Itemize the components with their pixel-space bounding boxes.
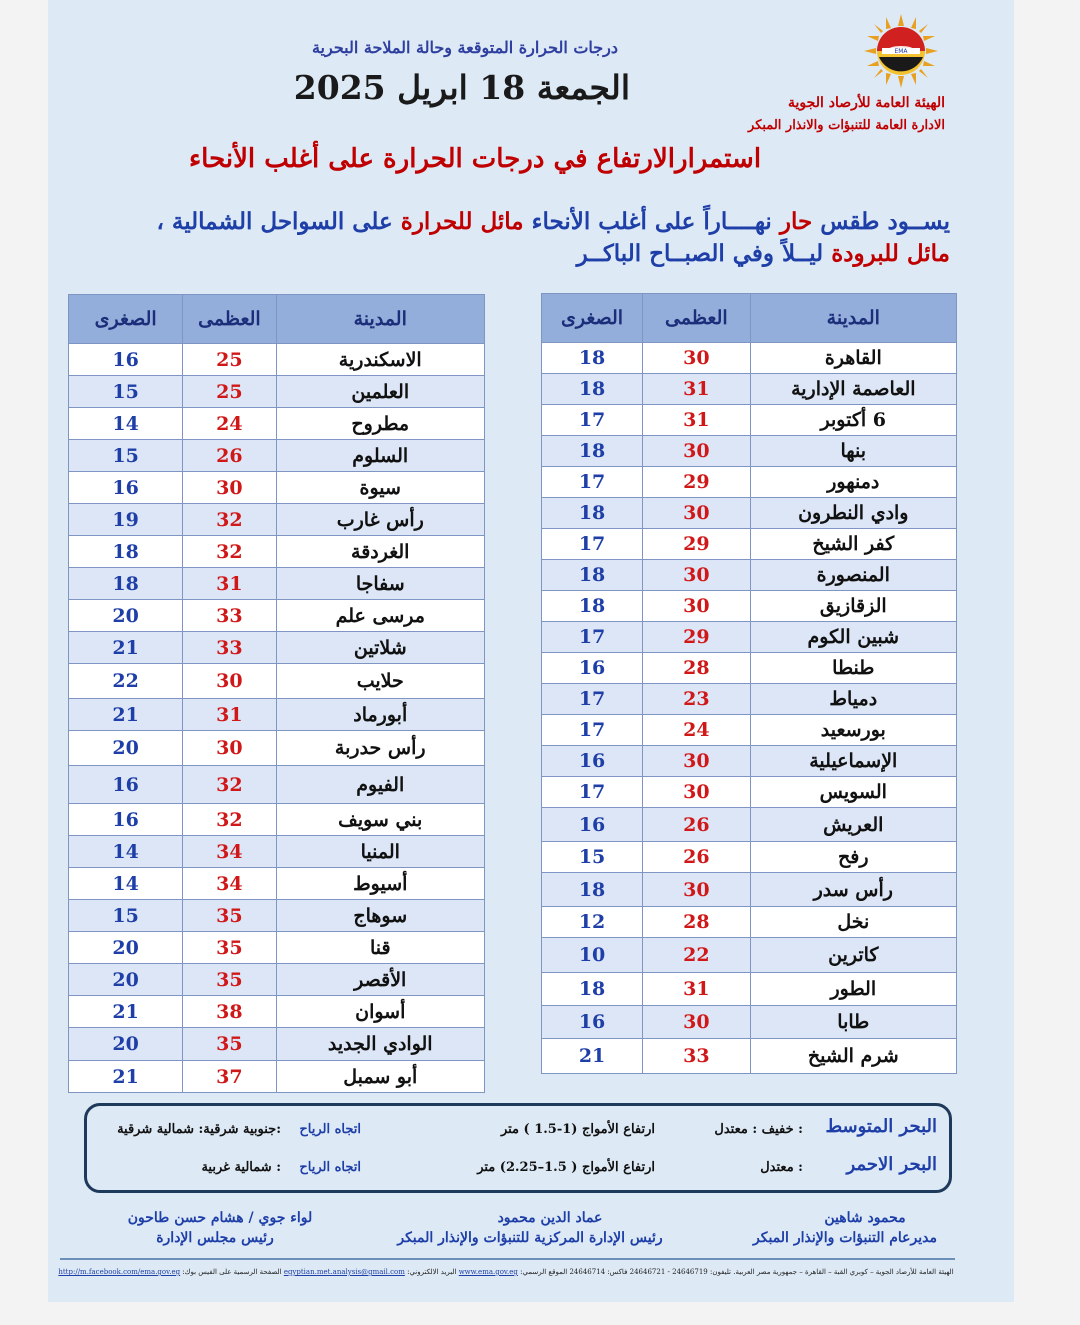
footer-text: الهيئة العامة للأرصاد الجوية – كوبري القبة – القاهرة – جمهورية مصر العربية. تليفون: 24646719 - 24646721 فاكس: 24646714 الموقع الرسمي: bbox=[520, 1268, 954, 1276]
max-temp-cell: 30 bbox=[643, 343, 750, 374]
min-temp-cell: 12 bbox=[542, 907, 643, 938]
min-temp-cell: 15 bbox=[542, 842, 643, 873]
min-temp-cell: 22 bbox=[69, 664, 183, 699]
min-temp-cell: 16 bbox=[542, 1006, 643, 1039]
table-row bbox=[542, 808, 957, 842]
max-temp-cell: 35 bbox=[183, 964, 276, 996]
max-temp-cell: 28 bbox=[643, 653, 750, 684]
city-cell: القاهرة bbox=[750, 343, 956, 374]
min-temp-cell: 14 bbox=[69, 408, 183, 440]
min-temp-cell: 21 bbox=[69, 996, 183, 1028]
min-temp-cell: 17 bbox=[542, 405, 643, 436]
city-cell: شرم الشيخ bbox=[750, 1039, 956, 1074]
min-temp-cell: 21 bbox=[69, 699, 183, 731]
min-temp-cell: 14 bbox=[69, 868, 183, 900]
desc-hot: حار bbox=[779, 208, 813, 235]
city-cell: العريش bbox=[750, 808, 956, 842]
table-row bbox=[542, 653, 957, 684]
max-temp-cell: 32 bbox=[183, 766, 276, 804]
max-temp-cell: 25 bbox=[183, 376, 276, 408]
min-temp-cell: 16 bbox=[69, 766, 183, 804]
city-cell: سفاجا bbox=[276, 568, 485, 600]
min-temp-cell: 21 bbox=[69, 632, 183, 664]
city-cell: وادي النطرون bbox=[750, 498, 956, 529]
max-temp-cell: 31 bbox=[643, 374, 750, 405]
table-row bbox=[542, 1039, 957, 1074]
signature-title: رئيس مجلس الإدارة bbox=[156, 1230, 274, 1246]
max-temp-cell: 25 bbox=[183, 344, 276, 376]
table-row bbox=[69, 440, 485, 472]
temperature-table-right bbox=[541, 293, 957, 1074]
max-temp-cell: 33 bbox=[183, 600, 276, 632]
red-wind-direction: : شمالية غربية bbox=[201, 1160, 281, 1175]
max-temp-cell: 32 bbox=[183, 804, 276, 836]
min-temp-cell: 17 bbox=[542, 684, 643, 715]
min-temp-cell: 18 bbox=[542, 560, 643, 591]
table-row bbox=[69, 344, 485, 376]
min-temp-cell: 17 bbox=[542, 622, 643, 653]
min-temp-cell: 20 bbox=[69, 600, 183, 632]
med-sea-label: البحر المتوسط bbox=[825, 1116, 937, 1137]
table-row bbox=[69, 472, 485, 504]
table-row bbox=[69, 731, 485, 766]
city-cell: المنصورة bbox=[750, 560, 956, 591]
col-max: العظمى bbox=[643, 294, 750, 343]
table-row bbox=[69, 900, 485, 932]
max-temp-cell: 31 bbox=[643, 405, 750, 436]
min-temp-cell: 18 bbox=[542, 591, 643, 622]
max-temp-cell: 31 bbox=[183, 699, 276, 731]
city-cell: المنيا bbox=[276, 836, 485, 868]
desc-part: يســود طقس bbox=[812, 208, 950, 235]
min-temp-cell: 18 bbox=[542, 873, 643, 907]
med-sea-state: : خفيف : معتدل bbox=[714, 1122, 803, 1137]
table-row bbox=[542, 684, 957, 715]
max-temp-cell: 30 bbox=[643, 1006, 750, 1039]
city-cell: أسوان bbox=[276, 996, 485, 1028]
table-row bbox=[542, 715, 957, 746]
min-temp-cell: 16 bbox=[542, 653, 643, 684]
city-cell: السلوم bbox=[276, 440, 485, 472]
city-cell: الطور bbox=[750, 973, 956, 1006]
city-cell: السويس bbox=[750, 777, 956, 808]
city-cell: أبورماد bbox=[276, 699, 485, 731]
min-temp-cell: 14 bbox=[69, 836, 183, 868]
table-row bbox=[69, 504, 485, 536]
city-cell: قنا bbox=[276, 932, 485, 964]
signature-name: محمود شاهين bbox=[824, 1210, 906, 1226]
table-row bbox=[542, 591, 957, 622]
org-department: الادارة العامة للتنبؤات والانذار المبكر bbox=[748, 118, 945, 133]
max-temp-cell: 38 bbox=[183, 996, 276, 1028]
table-row bbox=[542, 529, 957, 560]
city-cell: سوهاج bbox=[276, 900, 485, 932]
city-cell: دمنهور bbox=[750, 467, 956, 498]
table-row bbox=[542, 622, 957, 653]
table-row bbox=[69, 996, 485, 1028]
table-row bbox=[542, 343, 957, 374]
max-temp-cell: 35 bbox=[183, 1028, 276, 1061]
table-row bbox=[542, 436, 957, 467]
desc-part: على السواحل الشمالية ، bbox=[156, 208, 401, 235]
max-temp-cell: 31 bbox=[183, 568, 276, 600]
max-temp-cell: 34 bbox=[183, 868, 276, 900]
city-cell: طنطا bbox=[750, 653, 956, 684]
temperature-table-left bbox=[68, 294, 485, 1093]
city-cell: دمياط bbox=[750, 684, 956, 715]
city-cell: سيوة bbox=[276, 472, 485, 504]
facebook-link[interactable]: http://m.facebook.com/ema.gov.eg bbox=[58, 1268, 181, 1276]
table-row bbox=[542, 973, 957, 1006]
red-sea-label: البحر الاحمر bbox=[846, 1154, 937, 1175]
max-temp-cell: 29 bbox=[643, 622, 750, 653]
site-link[interactable]: www.ema.gov.eg bbox=[458, 1268, 518, 1276]
city-cell: كاترين bbox=[750, 938, 956, 973]
max-temp-cell: 30 bbox=[183, 664, 276, 699]
city-cell: كفر الشيخ bbox=[750, 529, 956, 560]
table-row bbox=[69, 376, 485, 408]
footer-contact bbox=[56, 1268, 956, 1276]
city-cell: بني سويف bbox=[276, 804, 485, 836]
signature-title: مديرعام التنبؤات والإنذار المبكر bbox=[753, 1230, 937, 1246]
desc-cool: مائل للبرودة bbox=[831, 240, 950, 267]
sea-state-box bbox=[84, 1103, 952, 1193]
city-cell: الإسماعيلية bbox=[750, 746, 956, 777]
min-temp-cell: 18 bbox=[542, 498, 643, 529]
table-row bbox=[69, 1028, 485, 1061]
min-temp-cell: 18 bbox=[542, 343, 643, 374]
max-temp-cell: 24 bbox=[183, 408, 276, 440]
col-min: الصغرى bbox=[542, 294, 643, 343]
table-row bbox=[542, 405, 957, 436]
min-temp-cell: 17 bbox=[542, 777, 643, 808]
city-cell: الزقازيق bbox=[750, 591, 956, 622]
min-temp-cell: 15 bbox=[69, 440, 183, 472]
table-row bbox=[542, 907, 957, 938]
table-row bbox=[542, 467, 957, 498]
min-temp-cell: 20 bbox=[69, 731, 183, 766]
max-temp-cell: 32 bbox=[183, 504, 276, 536]
table-row bbox=[542, 938, 957, 973]
table-row bbox=[69, 932, 485, 964]
max-temp-cell: 30 bbox=[643, 746, 750, 777]
min-temp-cell: 15 bbox=[69, 376, 183, 408]
max-temp-cell: 30 bbox=[643, 560, 750, 591]
max-temp-cell: 37 bbox=[183, 1061, 276, 1093]
min-temp-cell: 16 bbox=[69, 472, 183, 504]
city-cell: مطروح bbox=[276, 408, 485, 440]
table-row bbox=[542, 560, 957, 591]
max-temp-cell: 26 bbox=[183, 440, 276, 472]
org-name: الهيئة العامة للأرصاد الجوية bbox=[788, 95, 945, 111]
red-wind-label: اتجاه الرياح bbox=[299, 1160, 361, 1175]
city-cell: مرسى علم bbox=[276, 600, 485, 632]
city-cell: العلمين bbox=[276, 376, 485, 408]
min-temp-cell: 10 bbox=[542, 938, 643, 973]
min-temp-cell: 16 bbox=[542, 746, 643, 777]
min-temp-cell: 18 bbox=[542, 973, 643, 1006]
table-row bbox=[69, 836, 485, 868]
min-temp-cell: 21 bbox=[69, 1061, 183, 1093]
svg-text:EMA: EMA bbox=[894, 48, 908, 55]
table-row bbox=[69, 699, 485, 731]
weather-description bbox=[110, 206, 950, 270]
city-cell: الفيوم bbox=[276, 766, 485, 804]
city-cell: الوادي الجديد bbox=[276, 1028, 485, 1061]
table-row bbox=[542, 374, 957, 405]
min-temp-cell: 18 bbox=[69, 568, 183, 600]
city-cell: بنها bbox=[750, 436, 956, 467]
max-temp-cell: 33 bbox=[183, 632, 276, 664]
med-sea-waves: ارتفاع الأمواج (1-1.5 ) متر bbox=[500, 1122, 655, 1137]
min-temp-cell: 19 bbox=[69, 504, 183, 536]
max-temp-cell: 30 bbox=[643, 591, 750, 622]
table-row bbox=[69, 804, 485, 836]
city-cell: حلايب bbox=[276, 664, 485, 699]
table-row bbox=[69, 408, 485, 440]
min-temp-cell: 21 bbox=[542, 1039, 643, 1074]
max-temp-cell: 30 bbox=[643, 498, 750, 529]
max-temp-cell: 31 bbox=[643, 973, 750, 1006]
table-row bbox=[69, 568, 485, 600]
email-link[interactable]: egyptian.met.analysis@gmail.com bbox=[283, 1268, 405, 1276]
max-temp-cell: 26 bbox=[643, 808, 750, 842]
max-temp-cell: 32 bbox=[183, 536, 276, 568]
min-temp-cell: 17 bbox=[542, 467, 643, 498]
max-temp-cell: 24 bbox=[643, 715, 750, 746]
min-temp-cell: 15 bbox=[69, 900, 183, 932]
min-temp-cell: 16 bbox=[69, 344, 183, 376]
min-temp-cell: 16 bbox=[69, 804, 183, 836]
bulletin-date: الجمعة 18 ابريل 2025 bbox=[293, 68, 630, 107]
footer-text: البريد الالكتروني: bbox=[404, 1268, 459, 1276]
city-cell: شلاتين bbox=[276, 632, 485, 664]
table-row bbox=[542, 873, 957, 907]
desc-part: نهــــاراً على أغلب الأنحاء bbox=[523, 208, 780, 235]
signature-name: لواء جوي / هشام حسن طاحون bbox=[127, 1210, 313, 1226]
med-wind-direction: :جنوبية شرقية: شمالية شرقية bbox=[117, 1122, 281, 1137]
table-row bbox=[69, 632, 485, 664]
min-temp-cell: 17 bbox=[542, 715, 643, 746]
min-temp-cell: 18 bbox=[542, 374, 643, 405]
min-temp-cell: 17 bbox=[542, 529, 643, 560]
city-cell: الغردقة bbox=[276, 536, 485, 568]
max-temp-cell: 30 bbox=[643, 873, 750, 907]
city-cell: العاصمة الإدارية bbox=[750, 374, 956, 405]
max-temp-cell: 29 bbox=[643, 467, 750, 498]
min-temp-cell: 16 bbox=[542, 808, 643, 842]
max-temp-cell: 35 bbox=[183, 932, 276, 964]
city-cell: الاسكندرية bbox=[276, 344, 485, 376]
table-row bbox=[69, 600, 485, 632]
desc-warm: مائل للحرارة bbox=[400, 208, 524, 235]
max-temp-cell: 26 bbox=[643, 842, 750, 873]
max-temp-cell: 23 bbox=[643, 684, 750, 715]
max-temp-cell: 33 bbox=[643, 1039, 750, 1074]
max-temp-cell: 30 bbox=[643, 436, 750, 467]
signature-title: رئيس الإدارة المركزية للتنبؤات والإنذار المبكر bbox=[397, 1230, 663, 1246]
max-temp-cell: 30 bbox=[183, 472, 276, 504]
table-row bbox=[542, 777, 957, 808]
city-cell: شبين الكوم bbox=[750, 622, 956, 653]
table-row bbox=[69, 964, 485, 996]
med-wind-label: اتجاه الرياح bbox=[299, 1122, 361, 1137]
red-sea-state: : معتدل bbox=[760, 1160, 803, 1175]
min-temp-cell: 20 bbox=[69, 1028, 183, 1061]
col-city: المدينة bbox=[276, 295, 485, 344]
table-row bbox=[69, 664, 485, 699]
table-row bbox=[69, 536, 485, 568]
bulletin-subtitle: درجات الحرارة المتوقعة وحالة الملاحة البحرية bbox=[311, 38, 619, 57]
city-cell: رأس حدربة bbox=[276, 731, 485, 766]
city-cell: أسيوط bbox=[276, 868, 485, 900]
max-temp-cell: 22 bbox=[643, 938, 750, 973]
ema-logo-icon bbox=[862, 12, 940, 90]
table-row bbox=[542, 842, 957, 873]
max-temp-cell: 35 bbox=[183, 900, 276, 932]
city-cell: رأس سدر bbox=[750, 873, 956, 907]
table-row bbox=[542, 498, 957, 529]
city-cell: نخل bbox=[750, 907, 956, 938]
footer-divider bbox=[60, 1258, 955, 1260]
min-temp-cell: 20 bbox=[69, 932, 183, 964]
city-cell: أبو سمبل bbox=[276, 1061, 485, 1093]
table-row bbox=[69, 1061, 485, 1093]
red-sea-waves: ارتفاع الأمواج ( 1.5–2.25) متر bbox=[477, 1160, 655, 1175]
max-temp-cell: 30 bbox=[183, 731, 276, 766]
city-cell: بورسعيد bbox=[750, 715, 956, 746]
min-temp-cell: 18 bbox=[542, 436, 643, 467]
col-city: المدينة bbox=[750, 294, 956, 343]
desc-part: ليــلاً وفي الصبــاح الباكــر bbox=[576, 240, 832, 267]
table-row bbox=[542, 746, 957, 777]
max-temp-cell: 29 bbox=[643, 529, 750, 560]
table-row bbox=[542, 1006, 957, 1039]
max-temp-cell: 30 bbox=[643, 777, 750, 808]
footer-text: الصفحة الرسمية على الفيس بوك: bbox=[180, 1268, 284, 1276]
col-max: العظمى bbox=[183, 295, 276, 344]
city-cell: طابا bbox=[750, 1006, 956, 1039]
city-cell: الأقصر bbox=[276, 964, 485, 996]
table-row bbox=[69, 868, 485, 900]
min-temp-cell: 18 bbox=[69, 536, 183, 568]
table-row bbox=[69, 766, 485, 804]
signature-name: عماد الدين محمود bbox=[497, 1210, 603, 1226]
city-cell: رفح bbox=[750, 842, 956, 873]
col-min: الصغرى bbox=[69, 295, 183, 344]
max-temp-cell: 28 bbox=[643, 907, 750, 938]
min-temp-cell: 20 bbox=[69, 964, 183, 996]
bulletin-headline: استمرارالارتفاع في درجات الحرارة على أغلب الأنحاء bbox=[188, 144, 762, 174]
city-cell: 6 أكتوبر bbox=[750, 405, 956, 436]
city-cell: رأس غارب bbox=[276, 504, 485, 536]
max-temp-cell: 34 bbox=[183, 836, 276, 868]
